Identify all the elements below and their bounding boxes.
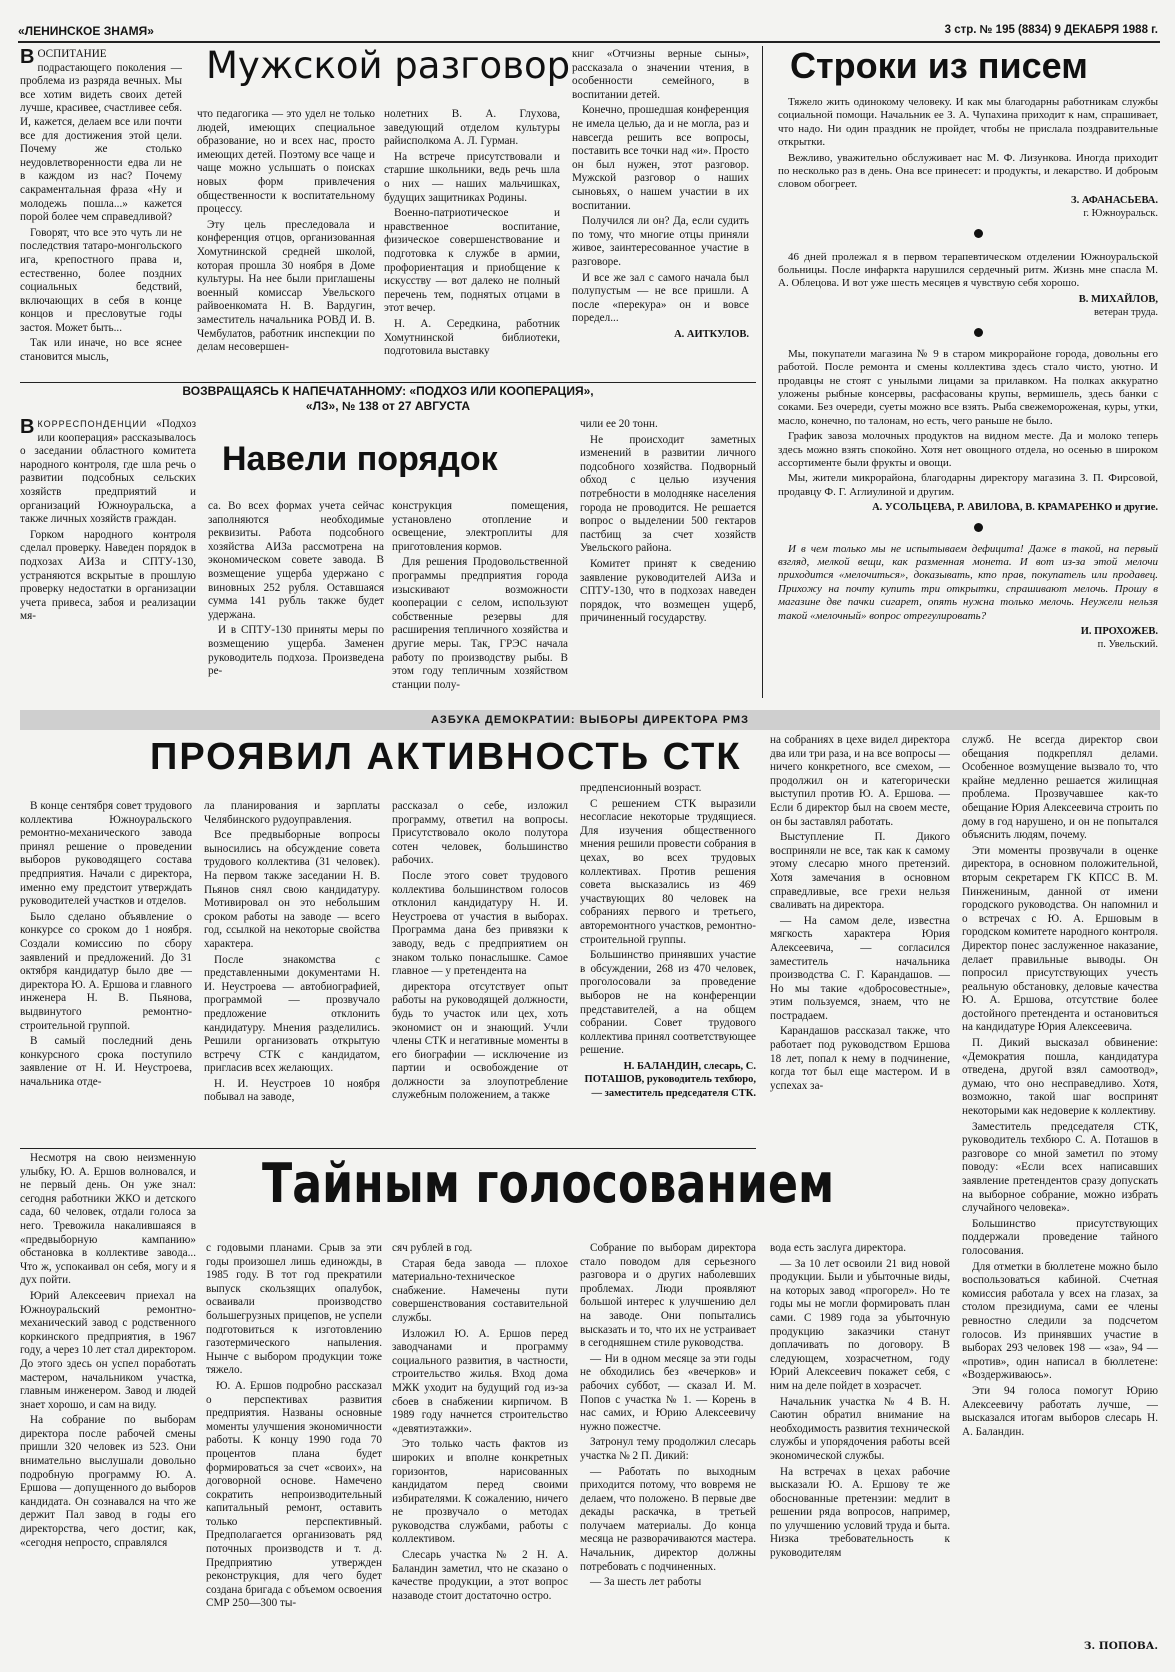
article1-c3c: Получился ли он? Да, если судить по тому, что многие отцы приняли живое, заинтересованное участие в разговоре. (572, 215, 749, 268)
article1-c3: книг «Отчизны верные сыны», рассказала о значении чтения, в особенности семейного, в воспитании детей. (572, 48, 749, 101)
article3-title: ПРОЯВИЛ АКТИВНОСТЬ СТК (150, 736, 742, 778)
return-rule-top (20, 382, 756, 383)
article4-c3: сяч рублей в год. (392, 1242, 473, 1254)
article4-right2f: Для отметки в бюллетене можно было воспользоваться кабиной. Счетная комиссия работала у всех на глазах, за столом президиума, сами ее члены ревностно следили за подсчетом голосов. Из принявших участие в выборах 293 человек 198 — «за», 94 — «против», один написал в бюллетене: «Воздерживаюсь». (962, 1260, 1158, 1382)
article2-c4c: Комитет принят к сведению заявление руководителей АИЗа и СПТУ-130, что в подхозах наведен порядок, что возмещен ущерб, причиненный государству. (580, 557, 756, 625)
article4-col2 (206, 1242, 382, 1657)
letters-title: Строки из писем (790, 45, 1088, 86)
intro-column (20, 48, 182, 378)
article4-col4 (580, 1242, 756, 1657)
article4-c5d: На встречах в цехах рабочие высказали Ю. А. Ершову те же обоснованные претензии: медлит в решении ряда вопросов, например, по улучшению условий труда и быта. Низка требовательность к руководителям (770, 1465, 950, 1560)
article4-c1b: Юрий Алексеевич приехал на Южноуральский ремонтно-механический завод с родственного коркинского предприятия, в 1967 году, а через 10 лет стал директором. До этого здесь он успел поработать мастером, начальником участка, главным инженером. Завод и людей знает хорошо, и сам на виду. (20, 1289, 196, 1411)
article4-col3 (392, 1242, 568, 1657)
article2-c1: «Подхоз или кооперация» рассказывалось о заседании областного комитета народного контроля, где шла речь о развитии подсобных сельских хозяйств предприятий и организаций Южноуральска, а также личных хозяйств граждан. (20, 418, 196, 526)
return-header-line2: «ЛЗ», № 138 от 27 АВГУСТА (305, 399, 471, 413)
article3-c1b: Было сделано объявление о конкурсе со сроком до 1 ноября. Создали комиссию по сбору заявлений и предложений. До 31 октября кандидатур было две — директора Ю. А. Ершова и главного инженера Н. В. Пьянова, выдвинутого ремонтно-строительной группой. (20, 910, 192, 1032)
article3-c2: ла планирования и зарплаты Челябинского рудоуправления. (204, 800, 380, 826)
letter2-place: ветеран труда. (1093, 307, 1158, 319)
article4-right-col1 (770, 734, 950, 1166)
article2-c3: конструкция помещения, установлено отопление и освещение, электроплиты для приготовления кормов. (392, 500, 568, 553)
article3-c4b: С решением СТК выразили несогласие некоторые трудящиеся. Для изучения общественного мнения решили провести собрания в цехах, во всех трудовых коллективах. Против решения совета высказались из 469 участвующих 80 человек на собраниях первого и третьего, авторемонтного участков, ремонтно-строительной группы. (580, 797, 756, 946)
intro-text: ОСПИТАНИЕ подрастающего поколения — проблема из разряда вечных. Мы все хотим видеть своих детей лучше, красивее, счастливее себя. И, кажется, делаем все или почти все для достижения этой цели. Почему же столько неудовлетворенности едва ли не в каждом из нас? Почему сакраментальная фраза «Ну и молодежь пошла...» кажется порой более чем справедливой? (20, 48, 182, 224)
page-info: 3 стр. № 195 (8834) 9 ДЕКАБРЯ 1988 г. (944, 24, 1158, 36)
article4-right1: на собраниях в цехе видел директора два или три раза, и на все вопросы — ничего конкретного, все смехом, — продолжил он и категорически выступил против Ю. А. Ершова. — Если б директор был на своем месте, он бы заставлял работать. (770, 734, 950, 828)
article2-col1 (20, 418, 196, 696)
article1-c1: что педагогика — это удел не только людей, имеющих специальное образование, но и всех нас, просто имеющих детей. Поэтому все чаще и чаще можно услышать о поисках новых форм привлечения общественности к воспитательному процессу. (197, 108, 375, 216)
article4-c3d: Это только часть фактов из широких и вполне конкретных горизонтов, нарисованных кандидатом перед своими избирателями. К сожалению, ничего не прозвучало о методах руководства службами, работы с коллективом. (392, 1438, 568, 1546)
article4-c5: вода есть заслуга директора. (770, 1242, 907, 1254)
article2-title: Навели порядок (222, 440, 498, 478)
article4-c5c: Начальник участка № 4 В. Н. Саютин обратил внимание на необходимость развития технической службы и упорядочения работы всей экономической службы. (770, 1395, 950, 1462)
article4-c4c: Затронул тему продолжил слесарь участка № 2 П. Дикий: (580, 1436, 756, 1462)
separator-dot-2 (974, 328, 983, 337)
article2-c2b: И в СПТУ-130 приняты меры по возмещению ущерба. Заменен руководитель подхоза. Произведена ре- (208, 624, 384, 678)
article4-right2g: Эти 94 голоса помогут Юрию Алексеевичу работать лучше, — высказался итогам выборов слесарь Н. А. Баландин. (962, 1384, 1158, 1438)
article4-col1 (20, 1152, 196, 1657)
article3-c3: рассказал о себе, изложил программу, ответил на вопросы. Присутствовало около полутора сотен человек, большинство рабочих. (392, 800, 568, 867)
separator-dot-3 (974, 523, 983, 532)
article1-title: Мужской разговор (206, 44, 571, 87)
letter3-text: Мы, покупатели магазина № 9 в старом микрорайоне города, довольны его работой. После ремонта и смены коллектива здесь стало чисто, уютно. И продавцы не стоят с унылыми лицами за прилавком. На полках аккуратно уложены рыбные консервы, расфасованы крупы, вермишель, здесь банки с соками. Без очереди, суеты можно все взять. Рыба свежемороженая, куры, утки, масло, конечно, по талонам, но есть, чего раньше не было. (778, 347, 1158, 427)
article3-c4c: Большинство принявших участие в обсуждении, 268 из 470 человек, проголосовали за проведение выборов не на конференции представителей, а на общем собрании. Совет трудового коллектива принял соответствующее решение. (580, 949, 756, 1057)
article4-c3e: Слесарь участка № 2 Н. А. Баландин заметил, что не сказано о качестве продукции, а этот вопрос назаводе стоит достаточно остро. (392, 1549, 568, 1602)
article3-c4: предпенсионный возраст. (580, 782, 702, 794)
article4-right1d: Карандашов рассказал также, что работает под руководством Ершова 18 лет, попал к нему в подчинение, когда тот был еще мастером. И в успехах за- (770, 1025, 950, 1092)
rubric-text: АЗБУКА ДЕМОКРАТИИ: ВЫБОРЫ ДИРЕКТОРА РМЗ (430, 714, 749, 726)
letter2-text: 46 дней пролежал я в первом терапевтическом отделении Южноуральской больницы. После инфаркта нарушился сердечный ритм. Жизнь мне спасла М. А. Облецова. И вот уже шесть месяцев я чувствую себя хорошо. (778, 250, 1158, 290)
article4-right1b: Выступление П. Дикого восприняли не все, так как к самому этому слесарю много претензий. Хотя замечания в основном справедливые, все грехи нельзя сваливать на директора. (770, 831, 950, 912)
intro-p2: Говорят, что все это чуть ли не последствия татаро-монгольского ига, крепостного права и, естественно, более поздних социальных бедствий, включающих в себя в конце концов и пресловутые годы застоя. Может быть... (20, 226, 182, 334)
letter3-author: А. УСОЛЬЦЕВА, Р. АВИЛОВА, В. КРАМАРЕНКО и другие. (872, 502, 1158, 514)
article4-rule (20, 1148, 756, 1149)
article2-c2: са. Во всех формах учета сейчас заполняются необходимые реквизиты. Работа подсобного хозяйства АИЗа рассмотрена на экономическом совете завода. В возмещение ущерба удержано с виновных 252 рубля. Оставшаяся сумма 141 рубль также будет удержана. (208, 500, 384, 621)
article4-c2: с годовыми планами. Срыв за эти годы произошел лишь единожды, в 1985 году. В тот год прекратили выпуск скользящих опалубок, осваивали производство большегрузных прицепов, не успели подготовиться к изготовлению газотермического напыления. Нынче с выбором продукции тоже тяжело. (206, 1242, 382, 1377)
article4-c2b: Ю. А. Ершов подробно рассказал о перспективах развития предприятия. Названы основные моменты улучшения экономичности работы. К концу 1990 года 70 процентов плана будет формироваться за счет «своих», на договорной основе. Намечено сократить непроизводительный капитальный ремонт, оставить только перспективный. Предполагается организовать ряд поточных производств и т. д. Предприятию утвержден реконструкция, для чего будет создана бригада с объемом освоения СМР 250—300 ты- (206, 1379, 382, 1610)
masthead-rule (18, 41, 1160, 43)
article3-c2c: После знакомства с представленными документами Н. И. Неустроева — автобиографией, программой — прозвучало предложение отклонить кандидатуру. Мнения разделились. Решили организовать открытую встречу СТК с кандидатом, пригласив всех желающих. (204, 953, 380, 1075)
article2-c4b: Не происходит заметных изменений в развитии личного подсобного хозяйства. Подворный обход с целью изучения потребности в молодняке населения города не проводится. Не решается вопрос о выделении 500 гектаров пастбищ за счет хозяйств Увельского района. (580, 433, 756, 555)
article3-col1 (20, 800, 192, 1140)
article4-right-col2 (962, 734, 1158, 1634)
article3-c1c: В самый последний день конкурсного срока поступило заявление от Н. И. Неустроева, начальника отде- (20, 1035, 192, 1088)
paper-name: «ЛЕНИНСКОЕ ЗНАМЯ» (18, 24, 154, 38)
article3-c3b: После этого совет трудового коллектива большинством голосов отклонил кандидатуру Н. И. Неустроева от участия в выборах. Программа дана без привязки к заводу, ведь с предприятием он знаком только понаслышке. Самое главное — у претендента на (392, 869, 568, 978)
article1-col3 (572, 48, 749, 378)
article4-c4: Собрание по выборам директора стало поводом для серьезного разговора и о других наболевших проблемах. Люди проявляют большой интерес к улучшению дел на заводе. Они попытались высказать и то, что их не устраивает в сегодняшнем стиле руководства. (580, 1242, 756, 1350)
letter1-author: З. АФАНАСЬЕВА. (1071, 194, 1158, 206)
article4-right2c: П. Дикий высказал обвинение: «Демократия пошла, кандидатура отведена, другой взял самоотвод», думаю, что оно несправедливо. Хотя, возможно, такой шаг воспринят некоторыми как недоверие к коллективу. (962, 1037, 1158, 1118)
article1-c1b: Эту цель преследовала и конференция отцов, организованная Хомутнинской средней школой, которая прошла 30 ноября в Доме культуры. На нее были приглашены военный комиссар Увельского райвоенкомата Н. В. Вардугин, заместитель начальника РОВД И. В. Чембулатов, работник инспекции по делам несовершен- (197, 218, 375, 354)
article1-col2 (384, 108, 560, 378)
article4-c3c: Изложил Ю. А. Ершов перед заводчанами и программу социального развития, в частности, строительство жилья. Вход дома МЖК уходит на будущий год из-за сбоев в снабжении кирпичом. В 1989 году начнется строительство «девятиэтажки». (392, 1327, 568, 1435)
article2-c3b: Для решения Продовольственной программы предприятия города изыскивают возможности кооперации с селом, используют собственные резервы для расширения тепличного хозяйства и другие меры. Так, ГРЭС начала работу по производству рыбы. В этом году тепличным хозяйством станции полу- (392, 556, 568, 691)
masthead (18, 24, 1158, 40)
return-header-line1: ВОЗВРАЩАЯСЬ К НАПЕЧАТАННОМУ: «ПОДХОЗ ИЛИ КООПЕРАЦИЯ», (182, 384, 594, 398)
article4-col5 (770, 1242, 950, 1657)
letter4-text: И в чем только мы не испытываем дефицита! Даже в такой, на первый взгляд, мелкой вещи, как разменная монета. И вот из-за этой мелочи приходится «мелочиться», доказывать, кто прав, покупатель или продавец. Прихожу на почту купить три открытки, спрашивают мелочь. Прошу в магазине две пачки сигарет, опять нужна только мелочь. Неужели нельзя такой «мелочный» вопрос отрегулировать? (778, 542, 1158, 622)
article4-right2d: Заместитель председателя СТК, руководитель техбюро С. А. Поташов в разговоре со мной заметил по этому поводу: «Если всех написавших заявление претендентов сразу допускать на выборное собрание, можно избрать случайного человека». (962, 1120, 1158, 1215)
article4-right2: служб. Не всегда директор свои обещания подкреплял делами. Особенное возмущение вызвало то, что крайне медленно решается жилищная проблема. Прозвучавшее как-то обещание Юрия Алексеевича строить по дому в год нарушено, и он не попытался объяснить людям, почему. (962, 734, 1158, 842)
article1-col1 (197, 108, 375, 378)
article2-col2 (208, 500, 384, 696)
article2-dropcap: В (20, 418, 35, 438)
article1-c2: нолетних В. А. Глухова, заведующий отделом культуры райисполкома А. Л. Гурман. (384, 108, 560, 148)
letters-left-rule (762, 46, 763, 698)
article4-c3b: Старая беда завода — плохое материально-техническое снабжение. Намечены пути совершенствования составительной службы. (392, 1257, 568, 1324)
article4-author: З. ПОПОВА. (1083, 1640, 1158, 1652)
article3-col4 (580, 782, 756, 1140)
article1-c2c: Военно-патриотическое и нравственное воспитание, физическое совершенствование и подготовка к службе в армии, профориентация и приобщение к искусству — вот далеко не полный перечень тем, поднятых отцами в этот вечер. (384, 207, 560, 315)
article1-author: А. АИТКУЛОВ. (674, 328, 749, 340)
letter3-text-c: Мы, жители микрорайона, благодарны директору магазина З. П. Фирсовой, продавцу Ф. Г. Аглиулиной и другим. (778, 472, 1158, 498)
article4-c4b: — Ни в одном месяце за эти годы не обходились без «вечерков» и рабочих суббот, — сказал И. М. Попов с участка № 1. — Корень в нас самих, и Юрию Алексеевичу нужно пожестче. (580, 1352, 756, 1433)
article4-c4e: — За шесть лет работы (590, 1576, 702, 1589)
article2-col3 (392, 500, 568, 696)
letter1-text: Тяжело жить одинокому человеку. И как мы благодарны работникам службы социальной помощи. Начальник ее З. А. Чупахина приходит к нам, спрашивает, что надо. Ни один праздник не пройдет, чтобы не прислала поздравительные открытки. (778, 96, 1158, 149)
article3-c1: В конце сентября совет трудового коллектива Южноуральского ремонтно-механического завода принял решение о проведении выборов руководящего состава предприятия. Начали с директора, именно ему предстоит утверждать руководителей участков и отделов. (20, 800, 192, 908)
article4-right1c: — На самом деле, известна мягкость характера Юрия Алексеевича, — согласился заместитель начальника производства С. Г. Карандашов. — Но мы такие «добросовестные», этим пользуемся, знаем, что не пострадаем. (770, 914, 950, 1022)
article1-c2d: Н. А. Середкина, работник Хомутнинской библиотеки, подготовила выставку (384, 317, 560, 358)
article3-signature: Н. БАЛАНДИН, слесарь, С. ПОТАШОВ, руководитель техбюро, — заместитель председателя СТК. (584, 1060, 756, 1100)
return-header (20, 384, 756, 414)
article2-c4: чили ее 20 тонн. (580, 418, 658, 430)
article4-right2b: Эти моменты прозвучали в оценке директора, в основном положительной, вторым секретарем ГК КПСС В. М. Пинжениным, данной от имени городского руководства. Он напомнил и о встречах с Ю. А. Ершовым в городском комитете народного контроля. Директор понес заслуженное наказание, делает правильные выводы. Он попросил присутствующих учесть реальную обстановку, деловые качества Ю. А. Ершова, отсутствие более достойного претендента и остановиться на кандидатуре Юрия Алексеевича. (962, 844, 1158, 1034)
article2-c1b: Горком народного контроля сделал проверку. Наведен порядок в подхозах АИЗа и СПТУ-130, устраняются вскрытые в прошлую проверку недостатки в организации учета привеса, забоя и реализации мя- (20, 528, 196, 623)
letter3-text-b: График завоза молочных продуктов на видном месте. Да и молоко теперь здесь можно взять спокойно. Хотя нет овощного отдела, но осенью в широком ассортименте были фрукты и овощи. (778, 430, 1158, 469)
rubric-banner (20, 710, 1160, 730)
article3-c2b: Все предвыборные вопросы выносились на обсуждение совета трудового коллектива (31 человек). На первом также заседании Н. В. Пьянов снял свою кандидатуру. Мотивировал он это небольшим сроком работы на заводе — всего год, ссылкой на некоторые свойства характера. (204, 829, 380, 950)
intro-p3: Так или иначе, но все яснее становится мысль, (20, 337, 182, 364)
intro-dropcap: В (20, 48, 35, 68)
article3-col2 (204, 800, 380, 1140)
article4-c1: Несмотря на свою неизменную улыбку, Ю. А. Ершов волновался, и не первый день. Он уже знал: сегодня работники ЖКО и детского сада, 60 человек, отдали голоса за него. Тревожила накалившаяся в «предвыборную кампанию» обстановка в коллективе завода... Что ж, успокаивал он себя, могу и я дух пойти. (20, 1152, 196, 1287)
letter2-author: В. МИХАЙЛОВ, (1078, 293, 1158, 305)
article4-c4d: — Работать по выходным приходится потому, что вовремя не делаем, что положено. В первые две декады раскачка, в третьей получаем материалы. До конца месяца не разворачиваются мастера. Начальник, директор должны потребовать с подчиненных. (580, 1465, 756, 1573)
article1-c3b: Конечно, прошедшая конференция не имела целью, да и не могла, раз и навсегда решить все вопросы, поставить все точки над «и». Просто он был нужен, этот разговор. Мужской разговор о наших сыновьях, о нашем участии в их воспитании. (572, 104, 749, 212)
letter4-author: И. ПРОХОЖЕВ. (1080, 626, 1158, 637)
letter1-place: г. Южноуральск. (1083, 208, 1158, 220)
separator-dot-1 (974, 229, 983, 238)
article3-col3 (392, 800, 568, 1140)
article4-right2e: Большинство присутствующих поддержали проведение тайного голосования. (962, 1217, 1158, 1257)
article2-col4 (580, 418, 756, 696)
letter4-place: п. Увельский. (1097, 639, 1158, 651)
letter1-text-b: Вежливо, уважительно обслуживает нас М. Ф. Лизункова. Иногда приходит по несколько раз в день. Она все принесет: и продукты, и лекарство. И доброым словом обогреет. (778, 151, 1158, 191)
article3-c2d: Н. И. Неустроев 10 ноября побывал на заводе, (204, 1077, 380, 1104)
letters-column (778, 96, 1158, 696)
article2-kicker: КОРРЕСПОНДЕНЦИИ (37, 419, 148, 429)
article4-title: Тайным голосованием (262, 1152, 835, 1215)
article4-c5b: — За 10 лет освоили 21 вид новой продукции. Были и убыточные виды, на которых завод «прогорел». Но те годы мы не могли формировать план сами. С 1989 года за убыточную продукцию заказчики станут доплачивать по договору. В следующем, хозрасчетном, году Юрий Алексеевич покажет себя, с ним на деле пойдет в хозрасчет. (770, 1257, 950, 1392)
article4-c1c: На собрание по выборам директора после рабочей смены пришли 320 человек из 523. Они внимательно выслушали довольно подробную программу Ю. А. Ершова — допущенного до выборов кандидата. Он сознавался на что же держит Пал завод в годы его директорства, чего достиг, как, «сегодня непросто, справлялся (20, 1414, 196, 1549)
article1-c2b: На встрече присутствовали и старшие школьники, ведь речь шла о них — наших мальчишках, будущих защитниках Родины. (384, 150, 560, 204)
article1-c3d: И все же зал с самого начала был полупустым — не все пришли. А после «перекура» он и вовсе поредел... (572, 271, 749, 325)
article3-c3c: директора отсутствует опыт работы на руководящей должности, будь то участок или цех, хоть экономист он и знающий. Учли члены СТК и негативные моменты в его биографии — исключение из партии и освобождение от должности за злоупотребление служебным положением, а также (392, 980, 568, 1102)
